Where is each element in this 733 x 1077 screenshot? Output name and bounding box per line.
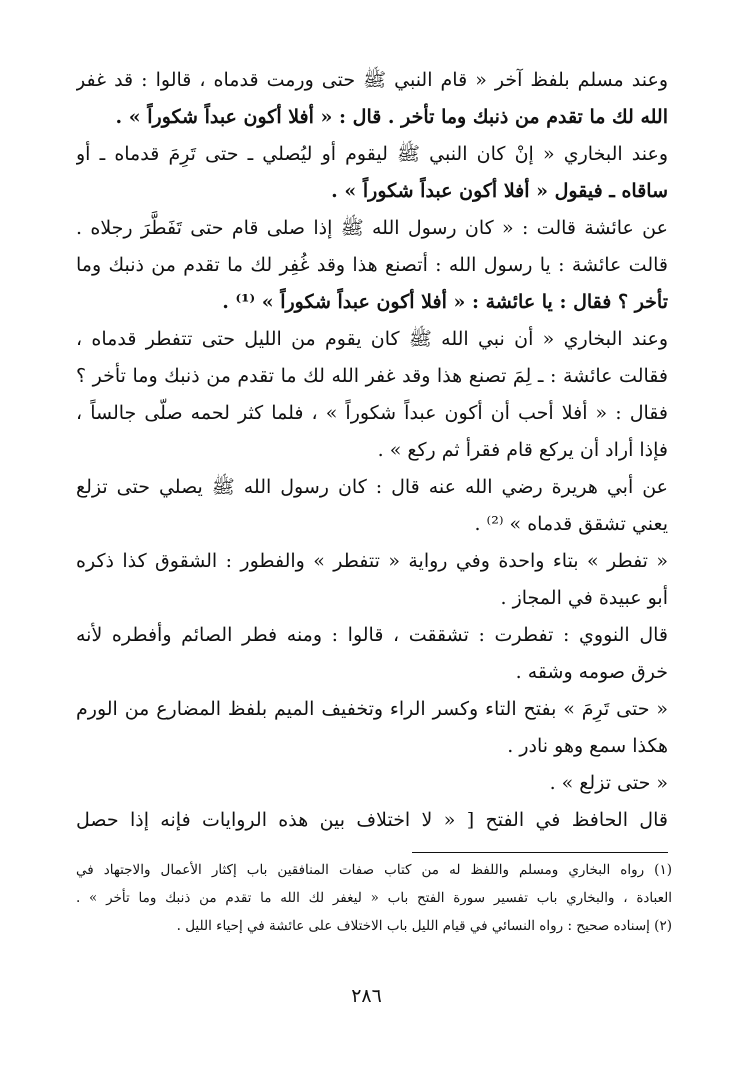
text-line: « تفطر » بتاء واحدة وفي رواية « تتفطر » والفطور : الشقوق كذا ذكره xyxy=(76,550,668,572)
page-number: ٢٨٦ xyxy=(351,985,382,1007)
text-line: قال الحافظ في الفتح [ « لا اختلاف بين هذه الروايات فإنه إذا حصل xyxy=(76,809,668,831)
text-line: قال النووي : تفطرت : تشققت ، قالوا : ومنه فطر الصائم وأفطره لأنه xyxy=(76,624,668,646)
text-line: فقال : « أفلا أحب أن أكون عبداً شكوراً » ، فلما كثر لحمه صلّى جالساً ، xyxy=(76,402,668,424)
footnote-separator xyxy=(412,852,668,853)
text-line: خرق صومه وشقه . xyxy=(515,661,668,683)
main-text-block xyxy=(76,62,668,839)
text-line: تأخر ؟ فقال : يا عائشة : « أفلا أكون عبداً شكوراً » ⁽¹⁾ . xyxy=(222,291,668,313)
text-line: « حتى تَرِمَ » بفتح التاء وكسر الراء وتخفيف الميم بلفظ المضارع من الورم xyxy=(76,698,668,720)
text-line: عن عائشة قالت : « كان رسول الله ﷺ إذا صلى قام حتى تَفَطَّرَ رجلاه . xyxy=(76,217,668,239)
text-line: وعند البخاري « إنْ كان النبي ﷺ ليقوم أو ليُصلي ـ حتى تَرِمَ قدماه ـ أو xyxy=(76,143,668,165)
footnote-line: (١) رواه البخاري ومسلم واللفظ له من كتاب صفات المنافقين باب إكثار الأعمال والاجتهاد في xyxy=(76,862,672,878)
text-line: قالت عائشة : يا رسول الله : أتصنع هذا وقد غُفِر لك ما تقدم من ذنبك وما xyxy=(76,254,668,276)
text-line: يعني تشقق قدماه » ⁽²⁾ . xyxy=(474,513,668,535)
text-line: فقالت عائشة : ـ لِمَ تصنع هذا وقد غفر الله لك ما تقدم من ذنبك وما تأخر ؟ xyxy=(76,365,668,387)
text-line: وعند مسلم بلفظ آخر « قام النبي ﷺ حتى ورمت قدماه ، قالوا : قد غفر xyxy=(76,69,668,91)
text-line: عن أبي هريرة رضي الله عنه قال : كان رسول الله ﷺ يصلي حتى تزلع xyxy=(76,476,668,498)
footnote-line: العبادة ، والبخاري باب تفسير سورة الفتح باب « ليغفر لك الله ما تقدم من ذنبك وما تأخر » . xyxy=(76,890,672,906)
text-line: هكذا سمع وهو نادر . xyxy=(507,735,668,757)
footnotes-block xyxy=(76,856,672,940)
text-line: « حتى تزلع » . xyxy=(549,772,668,794)
text-line: وعند البخاري « أن نبي الله ﷺ كان يقوم من الليل حتى تتفطر قدماه ، xyxy=(76,328,668,350)
text-line: فإذا أراد أن يركع قام فقرأ ثم ركع » . xyxy=(377,439,668,461)
text-line: الله لك ما تقدم من ذنبك وما تأخر . قال : « أفلا أكون عبداً شكوراً » . xyxy=(115,106,668,128)
text-line: أبو عبيدة في المجاز . xyxy=(500,587,668,609)
footnote-line: (٢) إسناده صحيح : رواه النسائي في قيام الليل باب الاختلاف على عائشة في إحياء الليل . xyxy=(176,918,672,934)
text-line: ساقاه ـ فيقول « أفلا أكون عبداً شكوراً » . xyxy=(331,180,668,202)
